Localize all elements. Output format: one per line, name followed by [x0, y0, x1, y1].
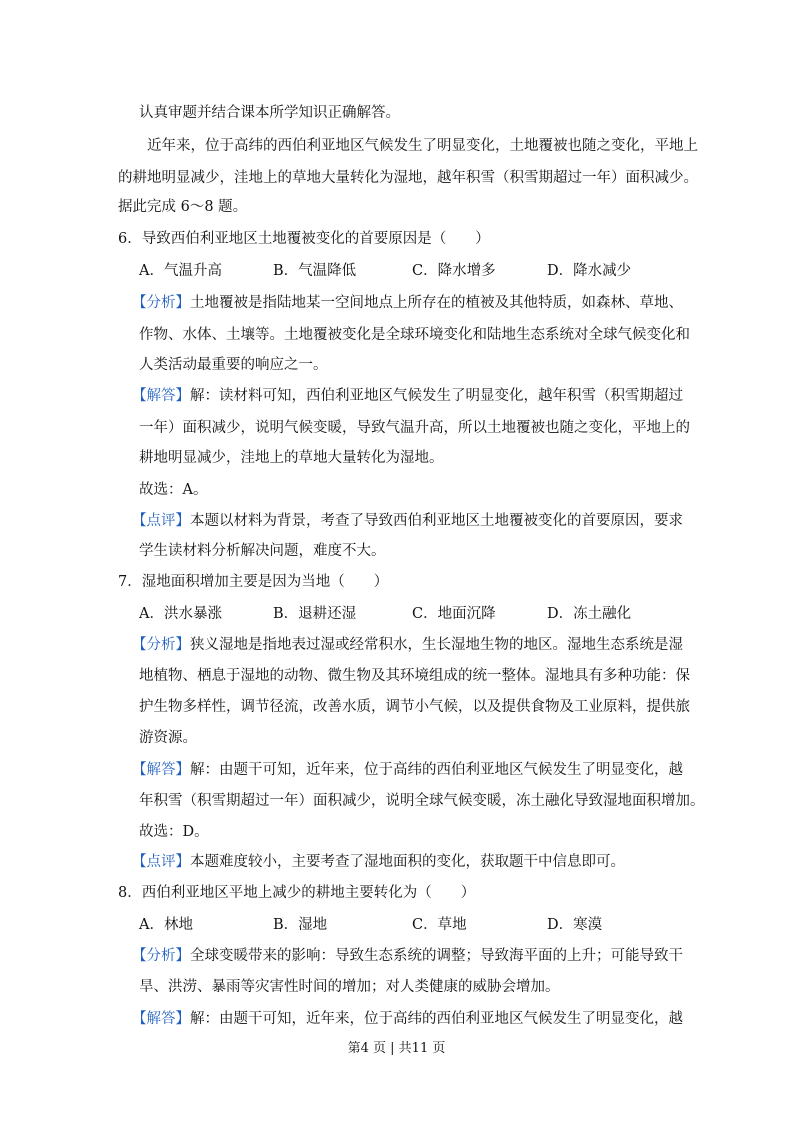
analysis-tag: 【分析】: [132, 948, 190, 964]
comment-text: 本题难度较小，主要考查了湿地面积的变化，获取题干中信息即可。: [190, 854, 625, 870]
q7-answer-line: [132, 760, 683, 780]
analysis-text: 狭义湿地是指地表过湿或经常积水，生长湿地生物的地区。湿地生态系统是湿: [190, 637, 683, 653]
question-6-stem: 6．导致西伯利亚地区土地覆被变化的首要原因是（ ）: [118, 231, 490, 247]
q7-option-b: B．退耕还湿: [273, 606, 357, 622]
analysis-text: 土地覆被是指陆地某一空间地点上所存在的植被及其他特质，如森林、草地、: [190, 295, 683, 311]
analysis-tag: 【分析】: [132, 295, 190, 311]
answer-text: 解：由题干可知，近年来，位于高纬的西伯利亚地区气候发生了明显变化，越: [190, 762, 683, 778]
q7-option-d: D．冻土融化: [547, 606, 632, 622]
intro-paragraph: 据此完成 6～8 题。: [118, 199, 248, 215]
q6-analysis-line: [132, 293, 683, 313]
q7-analysis-line: 地植物、栖息于湿地的动物、微生物及其环境组成的统一整体。湿地具有多种功能：保: [139, 668, 690, 684]
answer-tag: 【解答】: [132, 1011, 190, 1027]
q6-answer-line: 一年）面积减少，说明气候变暖，导致气温升高，所以土地覆被也随之变化，平地上的: [139, 420, 690, 436]
question-8-stem: 8．西伯利亚地区平地上减少的耕地主要转化为（ ）: [118, 885, 476, 901]
q7-analysis-line: 护生物多样性，调节径流，改善水质，调节小气候，以及提供食物及工业原料，提供旅: [139, 699, 690, 715]
intro-paragraph: 的耕地明显减少，洼地上的草地大量转化为湿地，越年积雪（积雪期超过一年）面积减少。: [118, 170, 698, 186]
q8-analysis-line: 旱、洪涝、暴雨等灾害性时间的增加；对人类健康的威胁会增加。: [139, 979, 560, 995]
comment-text: 本题以材料为背景，考查了导致西伯利亚地区土地覆被变化的首要原因，要求: [190, 513, 683, 529]
q7-answer-line: 年积雪（积雪期超过一年）面积减少，说明全球气候变暖，冻土融化导致湿地面积增加。: [139, 793, 705, 809]
q7-analysis-line: 游资源。: [139, 730, 197, 746]
q7-option-a: A．洪水暴涨: [139, 606, 222, 622]
q6-analysis-line: 人类活动最重要的响应之一。: [139, 357, 328, 373]
q6-option-d: D．降水减少: [547, 263, 632, 279]
q6-comment-line: 学生读材料分析解决问题，难度不大。: [139, 543, 386, 559]
q8-option-b: B．湿地: [273, 917, 328, 933]
q6-analysis-line: 作物、水体、土壤等。土地覆被变化是全球环境变化和陆地生态系统对全球气候变化和: [139, 327, 690, 343]
q6-option-c: C．降水增多: [412, 263, 496, 279]
comment-tag: 【点评】: [132, 513, 190, 529]
q6-option-a: A．气温升高: [139, 263, 222, 279]
page-footer: 第4 页 | 共11 页: [347, 1041, 446, 1056]
q6-comment-line: [132, 511, 683, 531]
answer-tag: 【解答】: [132, 762, 190, 778]
q8-answer-line: [132, 1009, 683, 1029]
q8-option-c: C．草地: [412, 917, 467, 933]
q7-analysis-line: [132, 635, 683, 655]
answer-tag: 【解答】: [132, 388, 190, 404]
intro-line: 认真审题并结合课本所学知识正确解答。: [139, 105, 400, 121]
q7-choice: 故选：D。: [139, 824, 209, 840]
answer-text: 解：读材料可知，西伯利亚地区气候发生了明显变化，越年积雪（积雪期超过: [190, 388, 683, 404]
q8-option-a: A．林地: [139, 917, 193, 933]
q6-choice: 故选：A。: [139, 482, 208, 498]
answer-text: 解：由题干可知，近年来，位于高纬的西伯利亚地区气候发生了明显变化，越: [190, 1011, 683, 1027]
analysis-text: 全球变暖带来的影响：导致生态系统的调整；导致海平面的上升；可能导致干: [190, 948, 683, 964]
q6-answer-line: [132, 386, 683, 406]
intro-paragraph: 近年来，位于高纬的西伯利亚地区气候发生了明显变化，土地覆被也随之变化，平地上: [147, 138, 698, 154]
q6-answer-line: 耕地明显减少，洼地上的草地大量转化为湿地。: [139, 450, 444, 466]
q7-option-c: C．地面沉降: [412, 606, 496, 622]
q7-comment-line: [132, 852, 625, 872]
analysis-tag: 【分析】: [132, 637, 190, 653]
comment-tag: 【点评】: [132, 854, 190, 870]
q8-option-d: D．寒漠: [547, 917, 603, 933]
question-7-stem: 7．湿地面积增加主要是因为当地（ ）: [118, 574, 389, 590]
q6-option-b: B．气温降低: [273, 263, 357, 279]
q8-analysis-line: [132, 946, 683, 966]
